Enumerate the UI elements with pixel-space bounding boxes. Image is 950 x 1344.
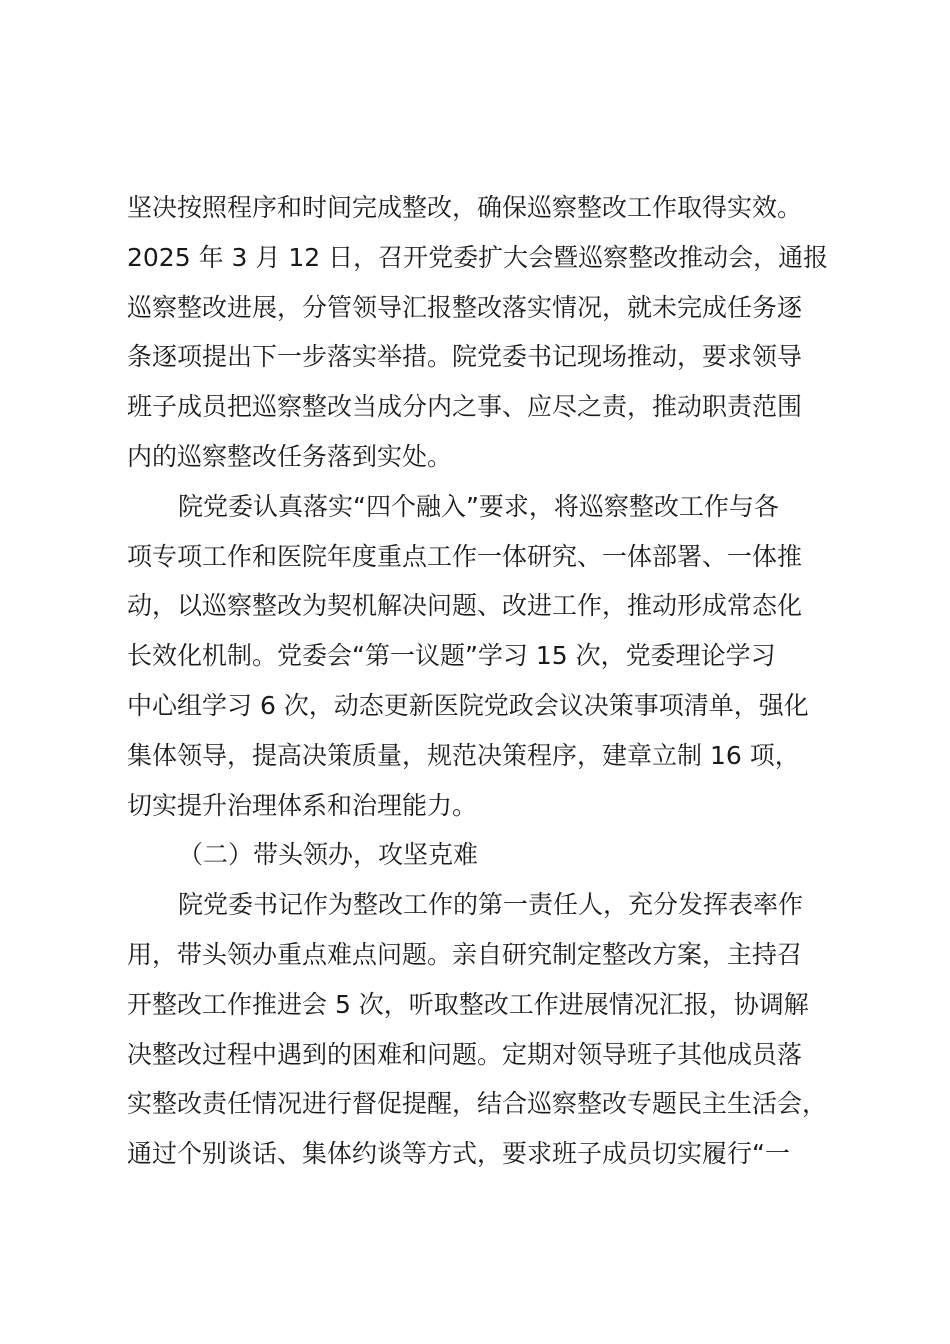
text-line: 巡察整改进展，分管领导汇报整改落实情况，就未完成任务逐: [127, 292, 803, 322]
text-line: 内的巡察整改任务落到实处。: [127, 441, 453, 471]
text-line: 用，带头领办重点难点问题。亲自研究制定整改方案，主持召: [127, 939, 803, 969]
text-line: 坚决按照程序和时间完成整改，确保巡察整改工作取得实效。: [127, 193, 803, 222]
text-line: 实整改责任情况进行督促提醒，结合巡察整改专题民主生活会，: [127, 1089, 828, 1119]
text-line: 班子成员把巡察整改当成分内之事、应尽之责，推动职责范围: [127, 392, 803, 422]
text-line: 条逐项提出下一步落实举措。院党委书记现场推动，要求领导: [127, 342, 803, 372]
paragraph-first-line: 院党委认真落实“四个融入”要求，将巡察整改工作与各: [178, 491, 779, 521]
text-line: 项专项工作和医院年度重点工作一体研究、一体部署、一体推: [127, 541, 803, 571]
text-line: 中心组学习 6 次，动态更新医院党政会议决策事项清单，强化: [127, 690, 809, 720]
text-line: 集体领导，提高决策质量，规范决策程序，建章立制 16 项，: [127, 740, 800, 770]
text-line: 长效化机制。党委会“第一议题”学习 15 次，党委理论学习: [127, 641, 776, 671]
text-line: 决整改过程中遇到的困难和问题。定期对领导班子其他成员落: [127, 1039, 803, 1069]
text-line: 通过个别谈话、集体约谈等方式，要求班子成员切实履行“一: [127, 1139, 790, 1169]
text-line: 动，以巡察整改为契机解决问题、改进工作，推动形成常态化: [127, 591, 803, 621]
paragraph-first-line: 院党委书记作为整改工作的第一责任人，充分发挥表率作: [178, 890, 804, 920]
text-line: 2025 年 3 月 12 日，召开党委扩大会暨巡察整改推动会，通报: [127, 242, 829, 272]
body-text: [127, 183, 867, 1179]
text-line: 切实提升治理体系和治理能力。: [127, 790, 478, 820]
section-heading: （二）带头领办，攻坚克难: [178, 840, 479, 870]
text-line: 开整改工作推进会 5 次，听取整改工作进展情况汇报，协调解: [127, 989, 809, 1019]
